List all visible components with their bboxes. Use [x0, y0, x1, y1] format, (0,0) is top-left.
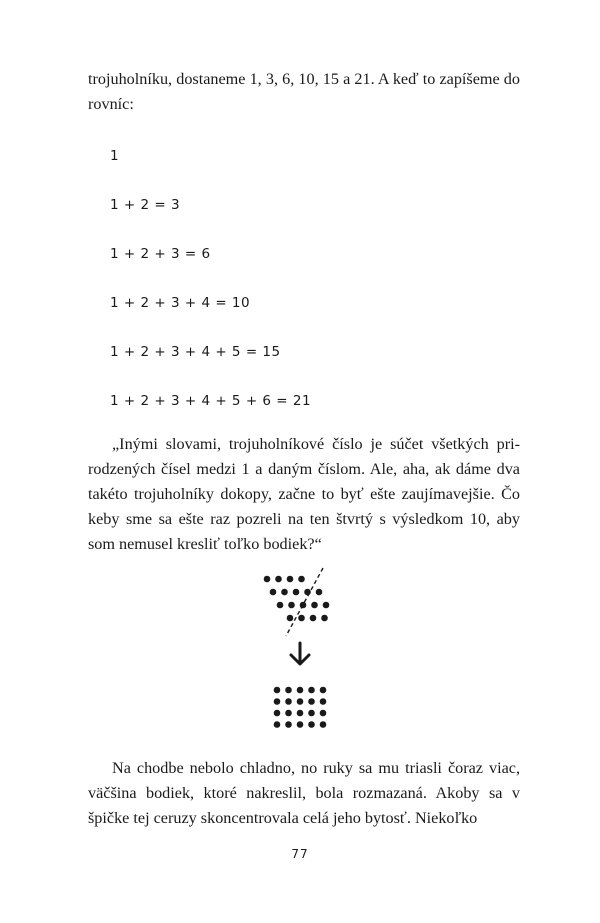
grid-dot	[308, 710, 315, 717]
triangular-number-figure	[250, 560, 350, 740]
figure-dot	[298, 576, 305, 583]
grid-dot	[285, 698, 292, 705]
page-number: 77	[291, 847, 309, 861]
grid-dot	[285, 687, 292, 694]
equation-5: 1 + 2 + 3 + 4 + 5 = 15	[110, 344, 281, 360]
grid-dot	[297, 698, 304, 705]
grid-dot	[297, 687, 304, 694]
intro-paragraph: trojuholníku, dostaneme 1, 3, 6, 10, 15 a 21. A keď to zapíšeme do rovníc:	[88, 70, 520, 113]
combined-triangles-dots	[264, 576, 330, 622]
figure-dot	[270, 589, 277, 596]
quote-paragraph: „Inými slovami, trojuholníkové číslo je súčet všetkých prirodzených čísel medzi 1 a daným číslom. Ale, aha, ak dáme dva takéto trojuholníky dokopy, začne to byť ešte zaujímavejšie. Čo keby sme sa ešte raz pozreli na ten štvrtý s výsledkom 10, aby som nemusel kresliť toľko bodiek?“	[88, 435, 520, 553]
figure-dot	[275, 576, 282, 583]
equation-6: 1 + 2 + 3 + 4 + 5 + 6 = 21	[110, 393, 312, 409]
arrow-down-icon	[291, 643, 309, 664]
grid-dot	[320, 698, 327, 705]
grid-dot	[308, 721, 315, 728]
grid-dot	[308, 698, 315, 705]
equation-4: 1 + 2 + 3 + 4 = 10	[110, 295, 251, 311]
grid-dot	[297, 721, 304, 728]
equation-3: 1 + 2 + 3 = 6	[110, 246, 211, 262]
grid-dot	[285, 721, 292, 728]
narration-paragraph: Na chodbe nebolo chladno, no ruky sa mu triasli čoraz viac, väčšina bodiek, ktoré nakreslil, bola rozmazaná. Akoby sa v špičke tej ceruzy skoncentrovala celá jeho bytosť. Niekoľko	[88, 759, 520, 827]
figure-dot	[287, 576, 294, 583]
figure-dot	[310, 615, 317, 622]
grid-dot	[274, 687, 281, 694]
figure-dot	[304, 589, 311, 596]
figure-dot	[277, 602, 284, 609]
figure-dot	[281, 589, 288, 596]
figure-dot	[316, 589, 323, 596]
grid-dot	[320, 710, 327, 717]
grid-dot	[285, 710, 292, 717]
grid-dot	[274, 698, 281, 705]
figure-dot	[298, 615, 305, 622]
figure-dot	[264, 576, 271, 583]
grid-dot	[297, 710, 304, 717]
equation-1: 1	[110, 148, 120, 164]
figure-dot	[321, 615, 328, 622]
equation-2: 1 + 2 = 3	[110, 197, 181, 213]
figure-dot	[288, 602, 295, 609]
grid-dot	[320, 721, 327, 728]
figure-dot	[311, 602, 318, 609]
grid-dot	[320, 687, 327, 694]
grid-dot	[274, 710, 281, 717]
grid-dot	[308, 687, 315, 694]
figure-dot	[293, 589, 300, 596]
grid-dot	[274, 721, 281, 728]
figure-dot	[323, 602, 330, 609]
rectangle-dot-grid	[274, 687, 327, 728]
figure-dot	[287, 615, 294, 622]
